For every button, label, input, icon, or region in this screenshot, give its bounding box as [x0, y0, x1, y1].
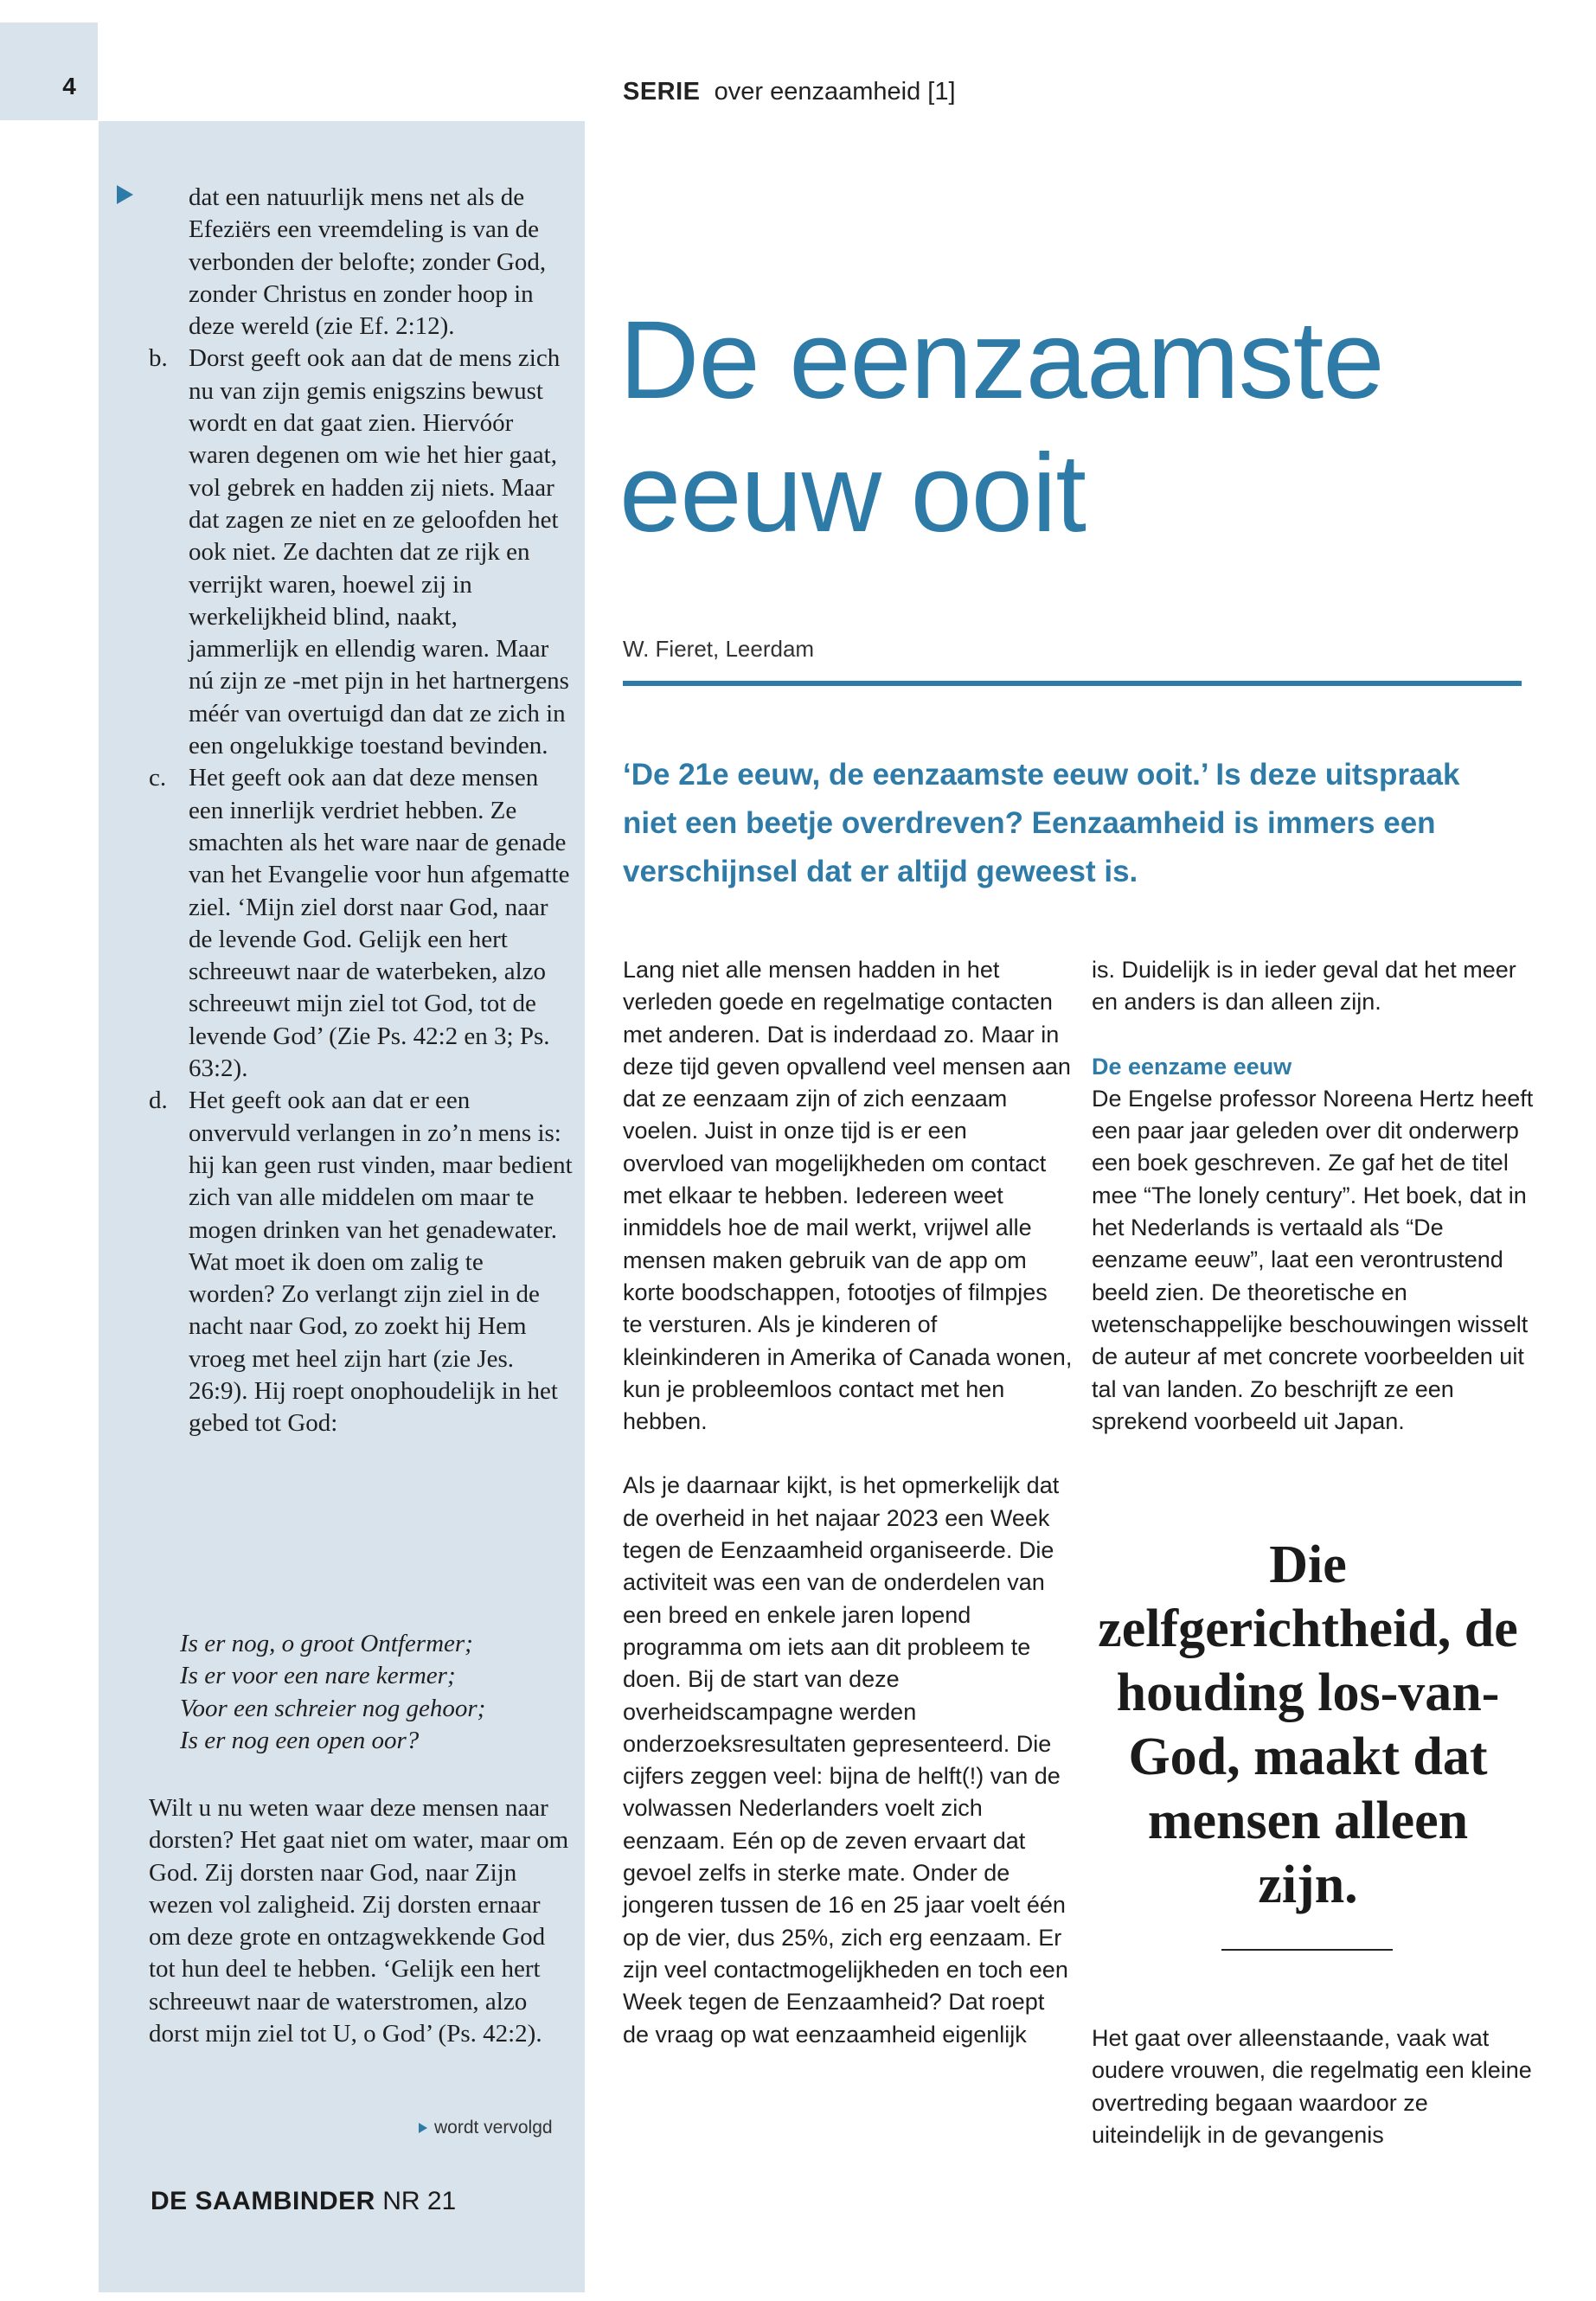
title-line: De eenzaamste [619, 298, 1384, 422]
series-header [623, 78, 956, 106]
sidebar-continuation: dat een natuurlijk mens net als de Efeziërs een vreemdeling is van de verbonden der belofte; zonder God, zonder Christus en zonder hoop in deze wereld (zie Ef. 2:12). [189, 183, 547, 341]
sidebar-closing-paragraph: Wilt u nu weten waar deze mensen naar dorsten? Het gaat niet om water, maar om God. Zij dorsten naar God, naar Zijn wezen vol zaligheid. Zij dorsten ernaar om deze grote en ontzagwekkende God tot hun deel te hebben. ‘Gelijk een hert schreeuwt naar de waterstromen, alzo dorst mijn ziel tot U, o God’ (Ps. 42:2). [149, 1794, 569, 2048]
article-column-1 [623, 954, 1073, 2051]
article-title [619, 294, 1536, 561]
poem-line: Voor een schreier nog gehoor; [180, 1694, 486, 1722]
paragraph: Lang niet alle mensen hadden in het verleden goede en regelmatige contacten met anderen. Dat is inderdaad zo. Maar in deze tijd geven opvallend veel mensen aan dat ze eenzaam zijn of zich eenzaam voelen. Juist in onze tijd is er een overvloed van mogelijkheden om contact met elkaar te hebben. Iedereen weet inmiddels hoe de mail werkt, vrijwel alle mensen maken gebruik van de app om korte boodschappen, fotootjes of filmpjes te versturen. Als je kinderen of kleinkinderen in Amerika of Canada wonen, kun je probleemloos contact met hen hebben. [623, 957, 1073, 1435]
list-item [149, 762, 573, 1085]
pull-quote-divider [1221, 1949, 1393, 1951]
arrow-right-icon [419, 2123, 427, 2133]
list-item [149, 1085, 573, 1439]
article-column-2 [1092, 954, 1542, 1438]
poem [180, 1628, 569, 1757]
paragraph: Als je daarnaar kijkt, is het opmerkelijk dat de overheid in het najaar 2023 een Week tegen de Eenzaamheid organiseerde. Die activiteit was een van de onderdelen van een breed en enkele jaren lopend programma om iets aan dit probleem te doen. Bij de start van deze overheidscampagne werden onderzoeksresultaten gepresenteerd. Die cijfers zeggen veel: bijna de helft(!) van de volwassen Nederlanders voelt zich eenzaam. Eén op de zeven ervaart dat gevoel zelfs in sterke mate. Onder de jongeren tussen de 16 en 25 jaar voelt één op de vier, dus 25%, zich erg eenzaam. Er zijn veel contactmogelijkheden en toch een Week tegen de Eenzaamheid? Dat roept de vraag op wat eenzaamheid eigenlijk [623, 1472, 1068, 2048]
continued-text: wordt vervolgd [434, 2118, 553, 2138]
article-intro: ‘De 21e eeuw, de eenzaamste eeuw ooit.’ Is deze uitspraak niet een beetje overdreven? Eenzaamheid is immers een verschijnsel dat er altijd geweest is. [623, 758, 1460, 888]
sidebar-list [149, 182, 573, 1440]
series-topic: over eenzaamheid [1] [714, 78, 956, 106]
poem-line: Is er nog een open oor? [180, 1726, 420, 1754]
magazine-footer [151, 2187, 456, 2216]
poem-line: Is er voor een nare kermer; [180, 1662, 456, 1690]
list-item [149, 182, 573, 343]
title-line: eeuw ooit [619, 432, 1086, 555]
poem-line: Is er nog, o groot Ontfermer; [180, 1630, 473, 1657]
list-marker: b. [149, 344, 168, 373]
issue-number: NR 21 [382, 2187, 457, 2215]
continued-note [419, 2118, 553, 2138]
byline: W. Fieret, Leerdam [623, 636, 815, 662]
list-item [149, 343, 573, 762]
list-item-text: Het geeft ook aan dat deze mensen een innerlijk verdriet hebben. Ze smachten als het ware naar de genade van het Evangelie voor hun afgematte ziel. ‘Mijn ziel dorst naar God, naar de levende God. Gelijk een hert schreeuwt naar de waterbeken, alzo schreeuwt mijn ziel tot God, tot de levende God’ (Zie Ps. 42:2 en 3; Ps. 63:2). [189, 764, 570, 1083]
list-item-text: Dorst geeft ook aan dat de mens zich nu van zijn gemis enigszins bewust wordt en dat gaat zien. Hiervóór waren degenen om wie het hier gaat, vol gebrek en hadden zij niets. Maar dat zagen ze niet en ze geloofden het ook niet. Ze dachten dat ze rijk en verrijkt waren, hoewel zij in werkelijkheid blind, naakt, jammerlijk en ellendig waren. Maar nú zijn ze -met pijn in het hartnergens méér van overtuigd dan dat ze zich in een ongelukkige toestand bevinden. [189, 344, 569, 760]
page-number: 4 [62, 73, 76, 99]
paragraph: De Engelse professor Noreena Hertz heeft een paar jaar geleden over dit onderwerp een boek geschreven. Ze gaf het de titel mee “The lonely century”. Het boek, dat in het Nederlands is vertaald als “De eenzame eeuw”, laat een verontrustend beeld zien. De theoretische en wetenschappelijke beschouwingen wisselt de auteur af met concrete voorbeelden uit tal van landen. Zo beschrijft ze een sprekend voorbeeld uit Japan. [1092, 1085, 1534, 1434]
section-subheading: De eenzame eeuw [1092, 1053, 1292, 1080]
continued-arrow-icon [117, 185, 133, 204]
title-divider [623, 681, 1522, 686]
list-marker: c. [149, 764, 167, 792]
pull-quote: Die zelfgerichtheid, de houding los-van-God, maakt dat mensen alleen zijn. [1098, 1535, 1518, 1914]
series-label: SERIE [623, 78, 701, 106]
list-marker: d. [149, 1086, 168, 1115]
paragraph: Het gaat over alleenstaande, vaak wat oudere vrouwen, die regelmatig een kleine overtreding begaan waardoor ze uiteindelijk in de gevangenis [1092, 2025, 1532, 2148]
paragraph: is. Duidelijk is in ieder geval dat het meer en anders is dan alleen zijn. [1092, 957, 1516, 1016]
list-item-text: Het geeft ook aan dat er een onvervuld verlangen in zo’n mens is: hij kan geen rust vinden, maar bedient zich van alle middelen om maar te mogen drinken van het genadewater. Wat moet ik doen om zalig te worden? Zo verlangt zijn ziel in de nacht naar God, zo zoekt hij Hem vroeg met heel zijn hart (zie Jes. 26:9). Hij roept onophoudelijk in het gebed tot God: [189, 1086, 573, 1438]
page-number-tab [0, 22, 98, 120]
magazine-name: DE SAAMBINDER [151, 2187, 375, 2215]
